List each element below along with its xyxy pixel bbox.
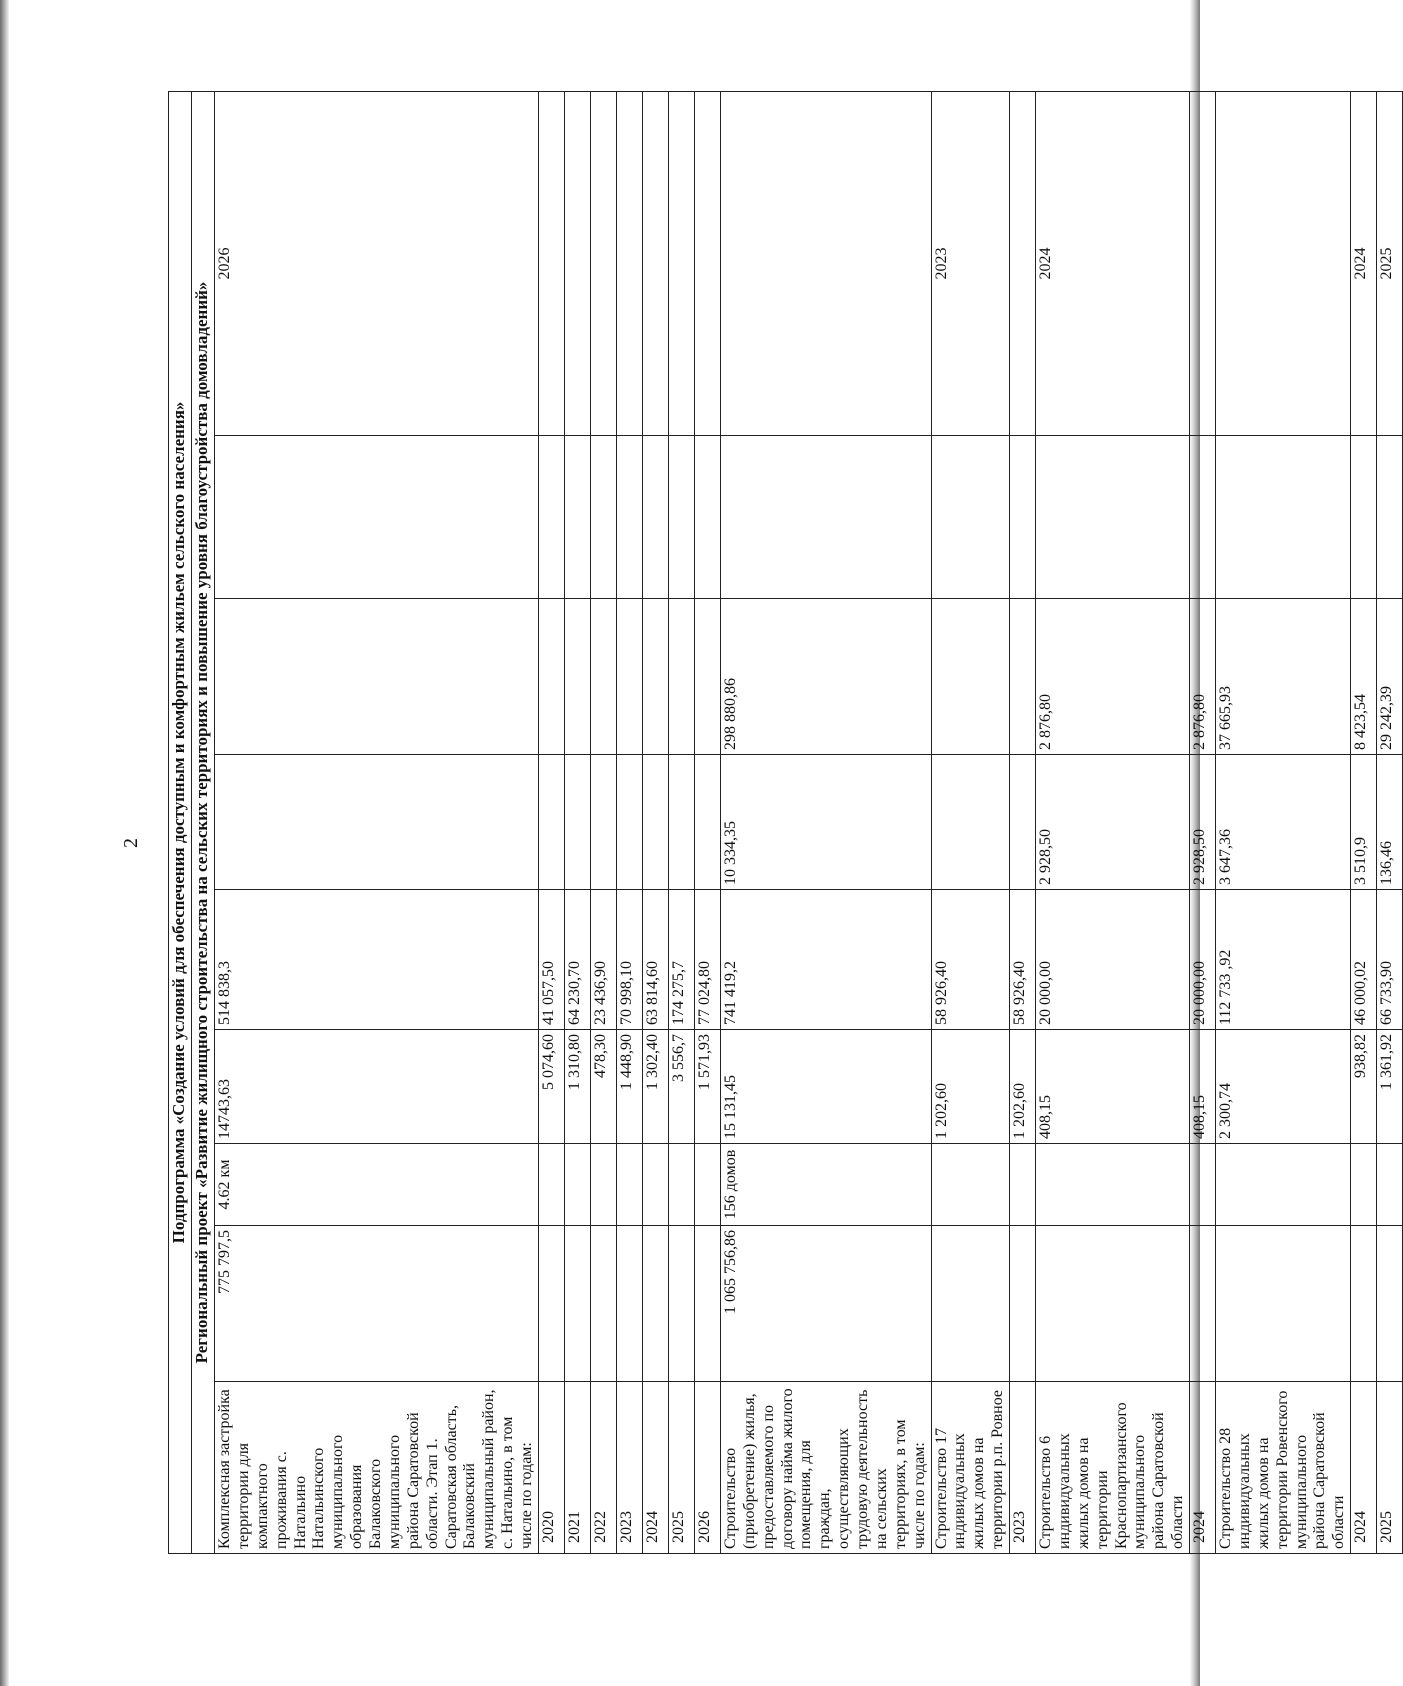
empty-cell bbox=[1010, 599, 1036, 755]
empty-cell bbox=[538, 755, 564, 890]
empty-cell bbox=[720, 436, 931, 599]
empty-cell bbox=[694, 1144, 720, 1226]
empty-cell bbox=[1216, 1226, 1351, 1382]
empty-cell bbox=[590, 1226, 616, 1382]
value-cell: 15 131,45 bbox=[720, 1030, 931, 1144]
empty-cell bbox=[1190, 436, 1216, 599]
object-name: Строительство (приобретение) жилья, предоставляемого по договору найма жилого помещения, для граждан, осуществляющих трудовую деятельность на сельских территориях, в том числе по годам: bbox=[720, 1382, 931, 1554]
empty-cell bbox=[590, 91, 616, 435]
table-row bbox=[642, 91, 668, 1553]
value-cell: 23 436,90 bbox=[590, 890, 616, 1030]
empty-cell bbox=[694, 1226, 720, 1382]
subprogram-title: Подпрограмма «Создание условий для обеспечения доступным и комфортным жильем сельского населения» bbox=[169, 91, 192, 1553]
year-label: 2023 bbox=[1010, 1382, 1036, 1554]
empty-cell bbox=[668, 755, 694, 890]
empty-cell bbox=[642, 91, 668, 435]
value-cell: 10 334,35 bbox=[720, 755, 931, 890]
empty-cell bbox=[590, 599, 616, 755]
empty-cell bbox=[1036, 436, 1190, 599]
scan-left-edge bbox=[0, 0, 9, 1686]
year-label: 2023 bbox=[616, 1382, 642, 1554]
empty-cell bbox=[215, 436, 539, 599]
empty-cell bbox=[642, 1226, 668, 1382]
empty-cell bbox=[1010, 755, 1036, 890]
table-row bbox=[1010, 91, 1036, 1553]
value-cell: 2 876,80 bbox=[1190, 599, 1216, 755]
year-label: 2024 bbox=[1190, 1382, 1216, 1554]
year-cell: 2024 bbox=[1036, 91, 1190, 435]
table-row bbox=[1036, 91, 1190, 1553]
empty-cell bbox=[694, 755, 720, 890]
empty-cell bbox=[931, 1144, 1010, 1226]
value-cell: 46 000,02 bbox=[1351, 890, 1377, 1030]
table-container bbox=[168, 92, 1396, 1554]
value-cell: 8 423,54 bbox=[1351, 599, 1377, 755]
year-label: 2025 bbox=[668, 1382, 694, 1554]
year-cell: 2023 bbox=[931, 91, 1010, 435]
empty-cell bbox=[1351, 436, 1377, 599]
empty-cell bbox=[590, 755, 616, 890]
value-cell: 37 665,93 bbox=[1216, 599, 1351, 755]
empty-cell bbox=[590, 436, 616, 599]
regional-project-row bbox=[192, 91, 215, 1553]
table-row bbox=[1216, 91, 1351, 1553]
empty-cell bbox=[538, 599, 564, 755]
page-number: 2 bbox=[120, 838, 142, 848]
empty-cell bbox=[590, 1144, 616, 1226]
value-cell: 77 024,80 bbox=[694, 890, 720, 1030]
value-cell: 298 880,86 bbox=[720, 599, 931, 755]
value-cell: 29 242,39 bbox=[1377, 599, 1403, 755]
empty-cell bbox=[720, 91, 931, 435]
object-name: Строительство 17 индивидуальных жилых домов на территории р.п. Ровное bbox=[931, 1382, 1010, 1554]
year-label: 2021 bbox=[564, 1382, 590, 1554]
empty-cell bbox=[1010, 91, 1036, 435]
subprogram-row bbox=[169, 91, 192, 1553]
year-label: 2024 bbox=[1351, 1382, 1377, 1554]
value-cell: 2 876,80 bbox=[1036, 599, 1190, 755]
value-cell: 514 838,3 bbox=[215, 890, 539, 1030]
value-cell: 1 302,40 bbox=[642, 1030, 668, 1144]
empty-cell bbox=[668, 91, 694, 435]
empty-cell bbox=[1036, 1144, 1190, 1226]
empty-cell bbox=[564, 599, 590, 755]
value-cell: 63 814,60 bbox=[642, 890, 668, 1030]
value-cell: 741 419,2 bbox=[720, 890, 931, 1030]
empty-cell bbox=[931, 599, 1010, 755]
value-cell: 2 928,50 bbox=[1036, 755, 1190, 890]
empty-cell bbox=[668, 1144, 694, 1226]
value-cell: 1 310,80 bbox=[564, 1030, 590, 1144]
value-cell: 3 647,36 bbox=[1216, 755, 1351, 890]
year-label: 2024 bbox=[642, 1382, 668, 1554]
empty-cell bbox=[538, 1144, 564, 1226]
empty-cell bbox=[564, 91, 590, 435]
empty-cell bbox=[694, 599, 720, 755]
value-cell: 58 926,40 bbox=[931, 890, 1010, 1030]
value-cell: 938,82 bbox=[1351, 1030, 1377, 1144]
value-cell: 66 733,90 bbox=[1377, 890, 1403, 1030]
table-row bbox=[1351, 91, 1377, 1553]
value-cell: 478,30 bbox=[590, 1030, 616, 1144]
empty-cell bbox=[1351, 1144, 1377, 1226]
value-cell: 174 275,7 bbox=[668, 890, 694, 1030]
empty-cell bbox=[1377, 1144, 1403, 1226]
empty-cell bbox=[694, 91, 720, 435]
table-row bbox=[215, 91, 539, 1553]
regional-project-title: Региональный проект «Развитие жилищного строительства на сельских территориях и повышение уровня благоустройства домовладений» bbox=[192, 91, 215, 1553]
empty-cell bbox=[1377, 436, 1403, 599]
empty-cell bbox=[1036, 1226, 1190, 1382]
value-cell: 112 733 ,92 bbox=[1216, 890, 1351, 1030]
empty-cell bbox=[1190, 1144, 1216, 1226]
cost-cell: 775 797,5 bbox=[215, 1226, 539, 1382]
year-cell: 2026 bbox=[215, 91, 539, 435]
value-cell: 2 300,74 bbox=[1216, 1030, 1351, 1144]
table-row bbox=[1190, 91, 1216, 1553]
value-cell: 136,46 bbox=[1377, 755, 1403, 890]
empty-cell bbox=[616, 599, 642, 755]
value-cell: 3 556,7 bbox=[668, 1030, 694, 1144]
empty-cell bbox=[1216, 91, 1351, 435]
table-row bbox=[668, 91, 694, 1553]
empty-cell bbox=[694, 436, 720, 599]
cost-cell: 1 065 756,86 bbox=[720, 1226, 931, 1382]
year-cell: 2024 bbox=[1351, 91, 1377, 435]
value-cell: 58 926,40 bbox=[1010, 890, 1036, 1030]
table-row bbox=[616, 91, 642, 1553]
value-cell: 70 998,10 bbox=[616, 890, 642, 1030]
value-cell bbox=[215, 599, 539, 755]
empty-cell bbox=[564, 755, 590, 890]
empty-cell bbox=[668, 599, 694, 755]
empty-cell bbox=[1010, 436, 1036, 599]
capacity-cell: 156 домов bbox=[720, 1144, 931, 1226]
table-row bbox=[694, 91, 720, 1553]
empty-cell bbox=[668, 1226, 694, 1382]
table-row bbox=[931, 91, 1010, 1553]
capacity-cell: 4.62 км bbox=[215, 1144, 539, 1226]
value-cell: 3 510,9 bbox=[1351, 755, 1377, 890]
empty-cell bbox=[642, 436, 668, 599]
empty-cell bbox=[616, 436, 642, 599]
empty-cell bbox=[931, 755, 1010, 890]
empty-cell bbox=[1190, 1226, 1216, 1382]
empty-cell bbox=[616, 755, 642, 890]
empty-cell bbox=[642, 1144, 668, 1226]
value-cell: 1 448,90 bbox=[616, 1030, 642, 1144]
empty-cell bbox=[538, 1226, 564, 1382]
empty-cell bbox=[931, 436, 1010, 599]
empty-cell bbox=[1010, 1144, 1036, 1226]
value-cell bbox=[215, 755, 539, 890]
year-label: 2020 bbox=[538, 1382, 564, 1554]
year-label: 2022 bbox=[590, 1382, 616, 1554]
table-row bbox=[720, 91, 931, 1553]
empty-cell bbox=[564, 1226, 590, 1382]
value-cell: 20 000,00 bbox=[1036, 890, 1190, 1030]
empty-cell bbox=[616, 1144, 642, 1226]
table-row bbox=[1377, 91, 1403, 1553]
value-cell: 1 571,93 bbox=[694, 1030, 720, 1144]
empty-cell bbox=[1190, 91, 1216, 435]
empty-cell bbox=[642, 755, 668, 890]
object-name: Строительство 6 индивидуальных жилых домов на территории Краснопартизанского муниципального района Саратовской области bbox=[1036, 1382, 1190, 1554]
empty-cell bbox=[616, 1226, 642, 1382]
empty-cell bbox=[538, 91, 564, 435]
table-row bbox=[538, 91, 564, 1553]
table-row bbox=[590, 91, 616, 1553]
empty-cell bbox=[1216, 436, 1351, 599]
value-cell: 408,15 bbox=[1036, 1030, 1190, 1144]
value-cell: 14743,63 bbox=[215, 1030, 539, 1144]
object-name: Комплексная застройка территории для компактного проживания с. Натальино Натальинского муниципального образования Балаковского муниципального района Саратовской области. Этап 1. Саратовская область, Балаковский муниципальный район, с. Натальино, в том числе по годам: bbox=[215, 1382, 539, 1554]
value-cell: 20 000,00 bbox=[1190, 890, 1216, 1030]
empty-cell bbox=[642, 599, 668, 755]
program-table bbox=[168, 91, 1403, 1554]
empty-cell bbox=[1216, 1144, 1351, 1226]
empty-cell bbox=[931, 1226, 1010, 1382]
value-cell: 1 202,60 bbox=[931, 1030, 1010, 1144]
empty-cell bbox=[1351, 1226, 1377, 1382]
empty-cell bbox=[1010, 1226, 1036, 1382]
empty-cell bbox=[538, 436, 564, 599]
value-cell: 64 230,70 bbox=[564, 890, 590, 1030]
value-cell: 2 928,50 bbox=[1190, 755, 1216, 890]
year-label: 2025 bbox=[1377, 1382, 1403, 1554]
empty-cell bbox=[668, 436, 694, 599]
value-cell: 1 361,92 bbox=[1377, 1030, 1403, 1144]
table-row bbox=[564, 91, 590, 1553]
empty-cell bbox=[616, 91, 642, 435]
empty-cell bbox=[1377, 1226, 1403, 1382]
year-cell: 2025 bbox=[1377, 91, 1403, 435]
value-cell: 1 202,60 bbox=[1010, 1030, 1036, 1144]
object-name: Строительство 28 индивидуальных жилых домов на территории Ровенского муниципального района Саратовской области bbox=[1216, 1382, 1351, 1554]
value-cell: 408,15 bbox=[1190, 1030, 1216, 1144]
empty-cell bbox=[564, 1144, 590, 1226]
empty-cell bbox=[564, 436, 590, 599]
year-label: 2026 bbox=[694, 1382, 720, 1554]
value-cell: 5 074,60 bbox=[538, 1030, 564, 1144]
value-cell: 41 057,50 bbox=[538, 890, 564, 1030]
